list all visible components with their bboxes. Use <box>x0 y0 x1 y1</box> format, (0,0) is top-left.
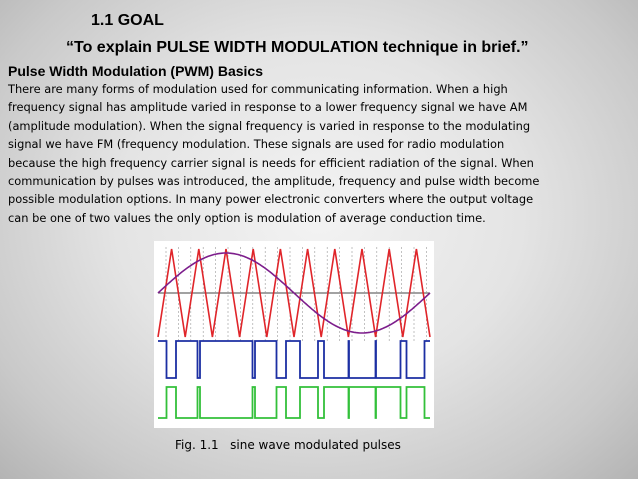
pwm-output-pulses <box>158 341 430 378</box>
paragraph-line: can be one of two values the only option is modulation of average conduction time. <box>8 210 486 225</box>
paragraph-line: (amplitude modulation). When the signal frequency is varied in response to the modulating <box>8 118 531 133</box>
inverted-pwm-pulses <box>158 387 430 418</box>
pwm-waveform-diagram <box>154 241 434 428</box>
paragraph-line: frequency signal has amplitude varied in response to a lower frequency signal we have AM <box>8 100 528 115</box>
paragraph-line: There are many forms of modulation used for communicating information. When a high <box>8 82 508 96</box>
section-heading: Pulse Width Modulation (PWM) Basics <box>8 63 263 79</box>
paragraph-line: possible modulation options. In many power electronic converters where the output voltage <box>8 192 534 207</box>
paragraph-line: because the high frequency carrier signal is needs for efficient radiation of the signal. When <box>8 155 534 170</box>
paragraph-line: communication by pulses was introduced, the amplitude, frequency and pulse width become <box>8 174 540 189</box>
figure-caption: Fig. 1.1 sine wave modulated pulses <box>175 438 401 452</box>
paragraph-line: signal we have FM (frequency modulation. These signals are used for radio modulation <box>8 137 505 152</box>
goal-title: 1.1 GOAL <box>91 12 164 29</box>
body-paragraph <box>8 80 634 227</box>
pwm-figure <box>154 241 434 428</box>
goal-quote: “To explain PULSE WIDTH MODULATION technique in brief.” <box>66 39 529 56</box>
